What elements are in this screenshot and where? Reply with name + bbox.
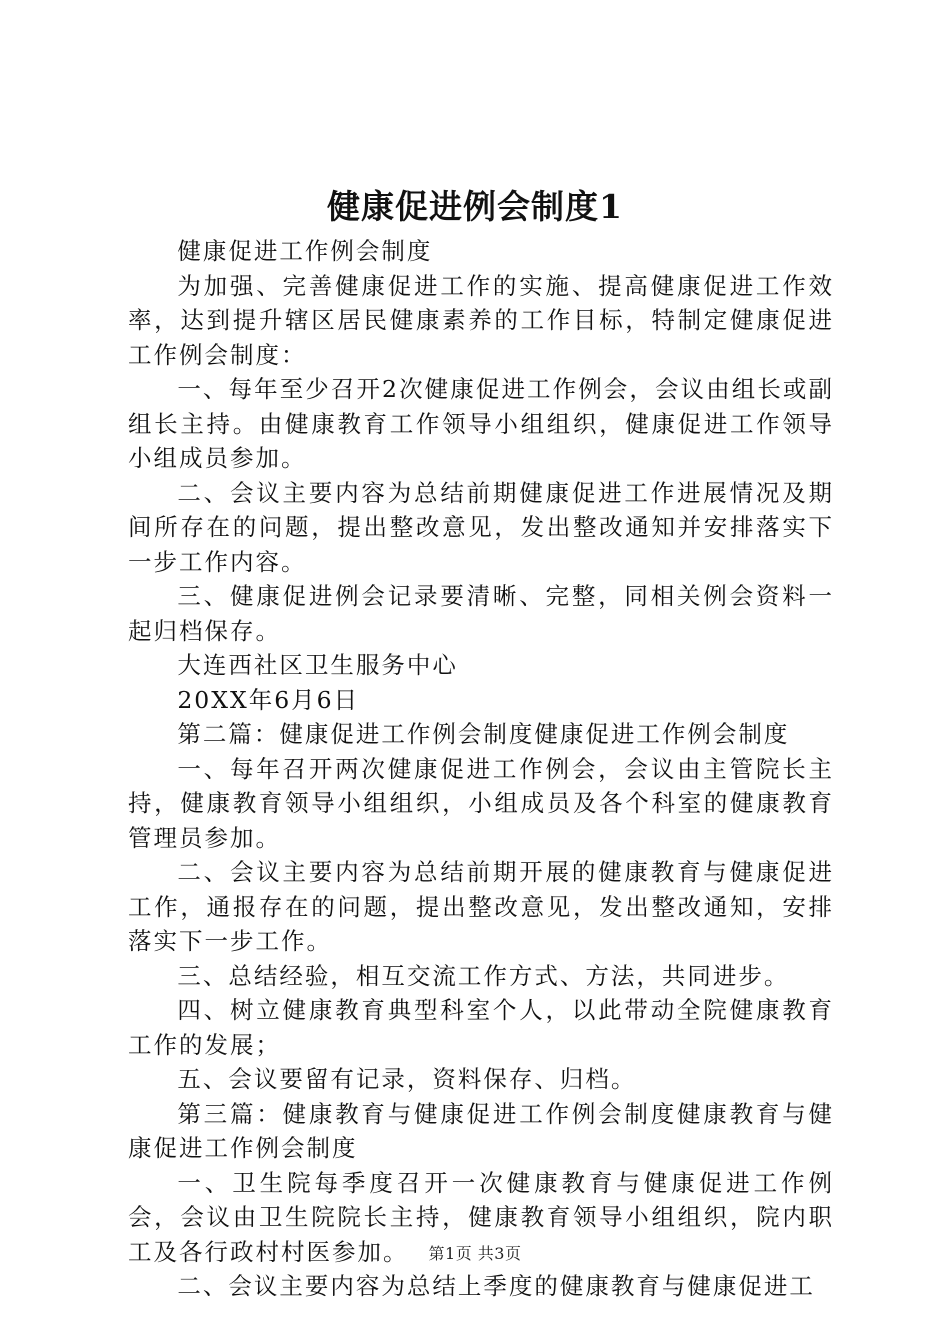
paragraph: 三、总结经验，相互交流工作方式、方法，共同进步。 [177,961,790,990]
section-heading: 第二篇：健康促进工作例会制度健康促进工作例会制度 [177,720,790,748]
section-heading: 第三篇：健康教育与健康促进工作例会制度健康教育与健康促进工作例会制度 [128,1099,834,1162]
paragraph: 一、卫生院每季度召开一次健康教育与健康促进工作例会，会议由卫生院院长主持，健康教育领导小组组织，院内职工及各行政村村医参加。 [128,1168,834,1266]
page-footer: 第1页 共3页 [428,1244,522,1263]
signature-date: 20XX年6月6日 [177,685,360,714]
document-title: 健康促进例会制度1 [327,187,623,226]
paragraph: 二、会议主要内容为总结上季度的健康教育与健康促进工 [177,1272,815,1300]
paragraph: 三、健康促进例会记录要清晰、完整，同相关例会资料一起归档保存。 [128,582,834,645]
paragraph-heading: 健康促进工作例会制度 [177,237,433,265]
document-body [128,234,834,1304]
signature-organization: 大连西社区卫生服务中心 [177,651,458,679]
paragraph: 二、会议主要内容为总结前期开展的健康教育与健康促进工作，通报存在的问题，提出整改意见，发出整改通知，安排落实下一步工作。 [128,858,834,955]
paragraph: 四、树立健康教育典型科室个人，以此带动全院健康教育工作的发展； [128,996,834,1059]
paragraph: 五、会议要留有记录，资料保存、归档。 [177,1065,637,1093]
paragraph: 一、每年召开两次健康促进工作例会，会议由主管院长主持，健康教育领导小组组织，小组成员及各个科室的健康教育管理员参加。 [128,754,834,852]
paragraph: 二、会议主要内容为总结前期健康促进工作进展情况及期间所存在的问题，提出整改意见，发出整改通知并安排落实下一步工作内容。 [128,478,834,576]
paragraph: 为加强、完善健康促进工作的实施、提高健康促进工作效率，达到提升辖区居民健康素养的工作目标，特制定健康促进工作例会制度： [128,271,834,369]
paragraph: 一、每年至少召开2次健康促进工作例会，会议由组长或副组长主持。由健康教育工作领导小组组织，健康促进工作领导小组成员参加。 [128,375,834,472]
